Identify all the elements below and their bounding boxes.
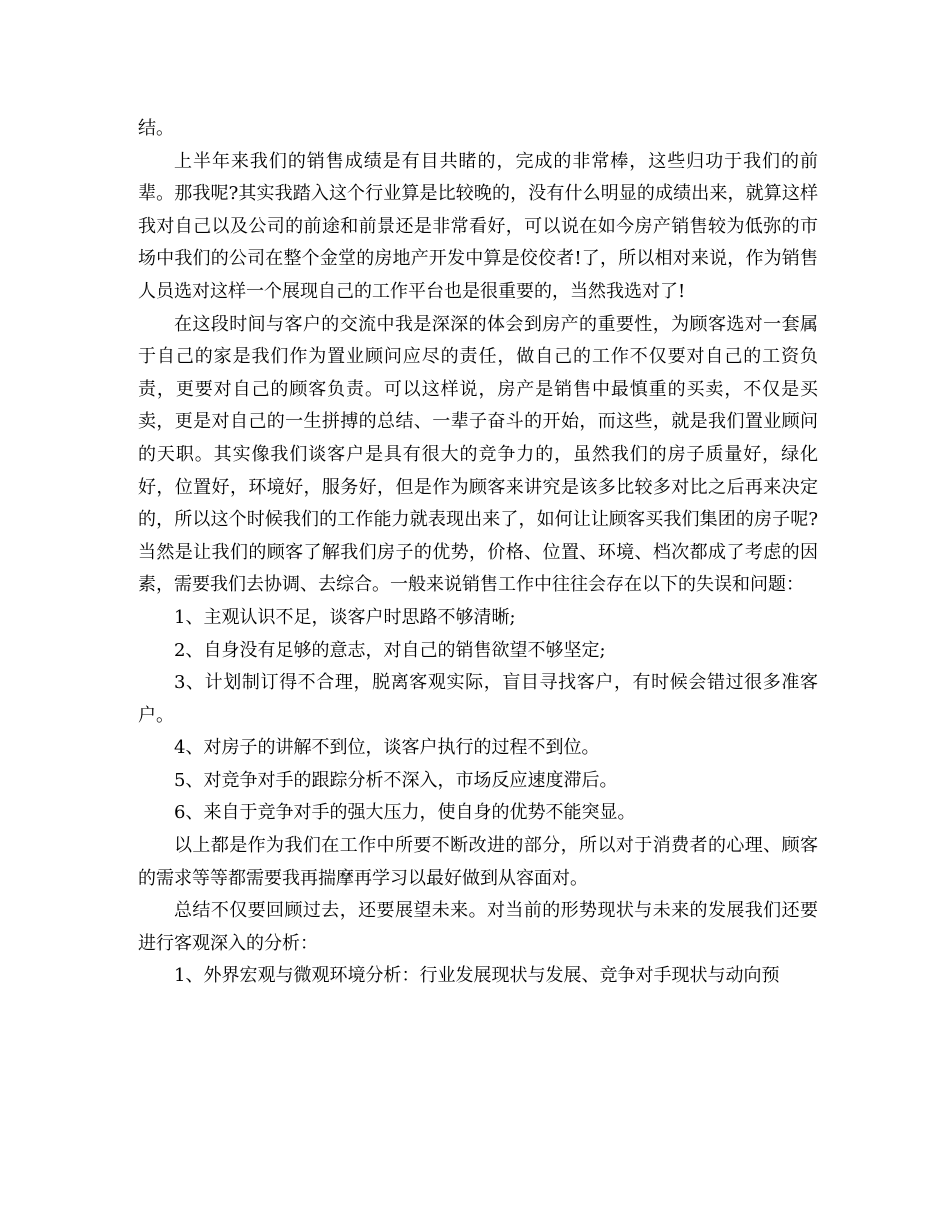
document-body xyxy=(138,113,818,993)
paragraph-customer-communication: 在这段时间与客户的交流中我是深深的体会到房产的重要性，为顾客选对一套属于自己的家是我们作为置业顾问应尽的责任，做自己的工作不仅要对自己的工资负责，更要对自己的顾客负责。可以这样说，房产是销售中最慎重的买卖，不仅是买卖，更是对自己的一生拼搏的总结、一辈子奋斗的开始，而这些，就是我们置业顾问的天职。其实像我们谈客户是具有很大的竞争力的，虽然我们的房子质量好，绿化好，位置好，环境好，服务好，但是作为顾客来讲究是该多比较多对比之后再来决定的，所以这个时候我们的工作能力就表现出来了，如何让让顾客买我们集团的房子呢?当然是让我们的顾客了解我们房子的优势，价格、位置、环境、档次都成了考虑的因素，需要我们去协调、去综合。一般来说销售工作中往往会存在以下的失误和问题： xyxy=(138,313,818,596)
list-item-problem-4: 4、对房子的讲解不到位，谈客户执行的过程不到位。 xyxy=(174,737,600,759)
list-item-problem-2: 2、自身没有足够的意志，对自己的销售欲望不够坚定; xyxy=(174,639,606,661)
paragraph-outlook: 总结不仅要回顾过去，还要展望未来。对当前的形势现状与未来的发展我们还要进行客观深入的分析： xyxy=(138,900,818,954)
paragraph-sales-performance: 上半年来我们的销售成绩是有目共睹的，完成的非常棒，这些归功于我们的前辈。那我呢?其实我踏入这个行业算是比较晚的，没有什么明显的成绩出来，就算这样我对自己以及公司的前途和前景还是非常看好，可以说在如今房产销售较为低弥的市场中我们的公司在整个金堂的房地产开发中算是佼佼者!了，所以相对来说，作为销售人员选对这样一个展现自己的工作平台也是很重要的，当然我选对了! xyxy=(138,150,818,302)
list-item-problem-5: 5、对竞争对手的跟踪分析不深入，市场反应速度滞后。 xyxy=(174,769,618,791)
list-item-problem-1: 1、主观认识不足，谈客户时思路不够清晰; xyxy=(174,606,516,628)
paragraph-improvement: 以上都是作为我们在工作中所要不断改进的部分，所以对于消费者的心理、顾客的需求等等都需要我再揣摩再学习以最好做到从容面对。 xyxy=(138,835,818,889)
list-item-problem-3: 3、计划制订得不合理，脱离客观实际，盲目寻找客户，有时候会错过很多准客户。 xyxy=(138,672,818,726)
list-item-analysis-1: 1、外界宏观与微观环境分析：行业发展现状与发展、竞争对手现状与动向预 xyxy=(174,965,780,987)
paragraph-continuation: 结。 xyxy=(138,118,174,139)
list-item-problem-6: 6、来自于竞争对手的强大压力，使自身的优势不能突显。 xyxy=(174,802,636,824)
